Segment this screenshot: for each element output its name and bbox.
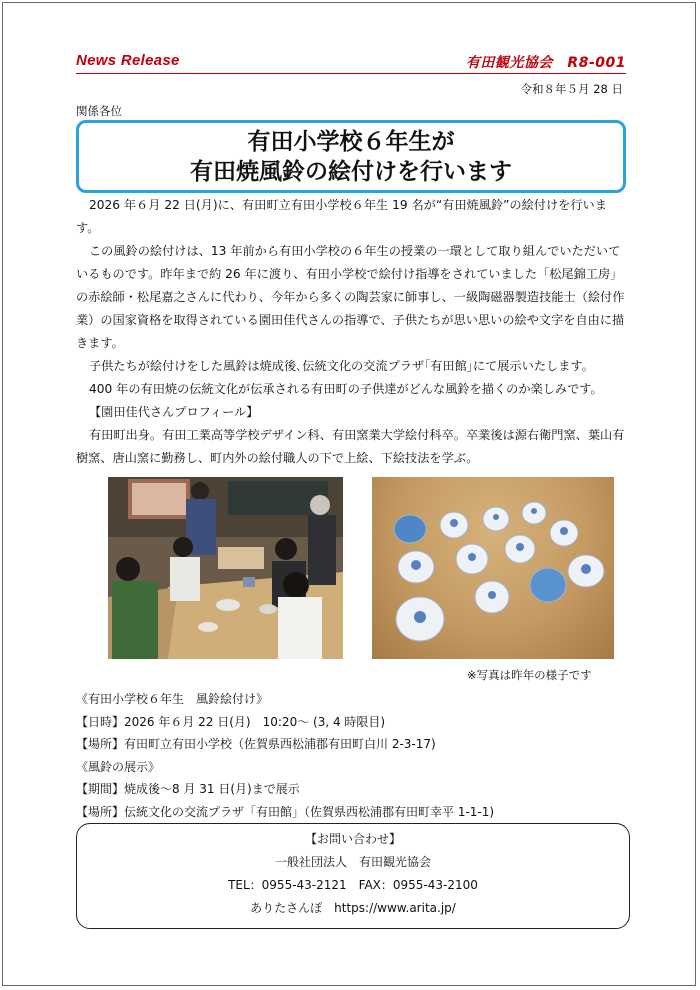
contact-organization: 一般社団法人 有田観光協会 bbox=[274, 855, 431, 869]
paragraph-background: この風鈴の絵付けは、13 年前から有田小学校の６年生の授業の一環として取り組んでいただいているものです。昨年まで約 26 年に渡り、有田小学校で絵付け指導をされていました「松尾錦工房」の赤絵師・松尾嘉之さんに代わり、今年から多くの陶芸家に師事し、一級陶磁器製造技能士（絵付作業）の国家資格を取得されている園田佳代さんの指導で、子供たちが思い思いの絵や文字を自由に描きます。 bbox=[76, 244, 625, 350]
exhibition-period-line: 【期間】焼成後～8 月 31 日(月)まで展示 bbox=[76, 782, 300, 796]
paragraph-intro: 2026 年６月 22 日(月)に、有田町立有田小学校６年生 19 名が“有田焼風鈴”の絵付けを行います。 bbox=[76, 198, 607, 235]
recipient: 関係各位 bbox=[76, 104, 122, 118]
title-box bbox=[76, 120, 626, 193]
paragraph-exhibition: 子供たちが絵付けをした風鈴は焼成後､伝統文化の交流プラザ｢有田館｣にて展示いたします。 bbox=[89, 359, 594, 373]
release-number: 有田観光協会 R8-001 bbox=[465, 55, 626, 71]
release-date: 令和８年５月 28 日 bbox=[520, 82, 623, 96]
event-heading-exhibition: 《風鈴の展示》 bbox=[76, 759, 161, 774]
profile-heading: 【園田佳代さんプロフィール】 bbox=[89, 405, 259, 419]
body-text bbox=[76, 194, 630, 470]
title-line-1: 有田小学校６年生が bbox=[247, 129, 455, 155]
news-release-label: News Release bbox=[76, 52, 180, 69]
wind-chimes-drawing bbox=[372, 477, 614, 659]
event-place-line: 【場所】有田町立有田小学校（佐賀県西松浦郡有田町白川 2-3-17) bbox=[76, 737, 436, 751]
event-heading-painting: 《有田小学校６年生 風鈴絵付け》 bbox=[76, 692, 269, 706]
event-date-line: 【日時】2026 年６月 22 日(月) 10:20～ (3, 4 時限目) bbox=[76, 714, 386, 729]
profile-text: 有田町出身。有田工業高等学校デザイン科、有田窯業大学絵付科卒。卒業後は源右衛門窯、葉山有樹窯、唐山窯に勤務し、町内外の絵付職人の下で上絵、下絵技法を学ぶ。 bbox=[76, 428, 625, 465]
exhibition-place-line: 【場所】伝統文化の交流プラザ「有田館」（佐賀県西松浦郡有田町幸平 1-1-1) bbox=[76, 804, 495, 819]
photo-caption: ※写真は昨年の様子です bbox=[467, 668, 592, 682]
event-details bbox=[76, 688, 494, 823]
contact-website[interactable]: ありたさんぽ https://www.arita.jp/ bbox=[250, 901, 456, 915]
news-header bbox=[76, 51, 626, 74]
contact-phone-fax: TEL：0955-43-2121 FAX：0955-43-2100 bbox=[228, 878, 478, 892]
classroom-photo-drawing bbox=[108, 477, 343, 659]
classroom-photo bbox=[108, 477, 343, 659]
contact-heading: 【お問い合わせ】 bbox=[304, 832, 401, 846]
contact-box bbox=[76, 823, 630, 929]
wind-chimes-photo bbox=[372, 477, 614, 659]
title-line-2: 有田焼風鈴の絵付けを行います bbox=[190, 159, 512, 185]
paragraph-closing: 400 年の有田焼の伝統文化が伝承される有田町の子供達がどんな風鈴を描くのか楽しみです。 bbox=[89, 382, 603, 396]
